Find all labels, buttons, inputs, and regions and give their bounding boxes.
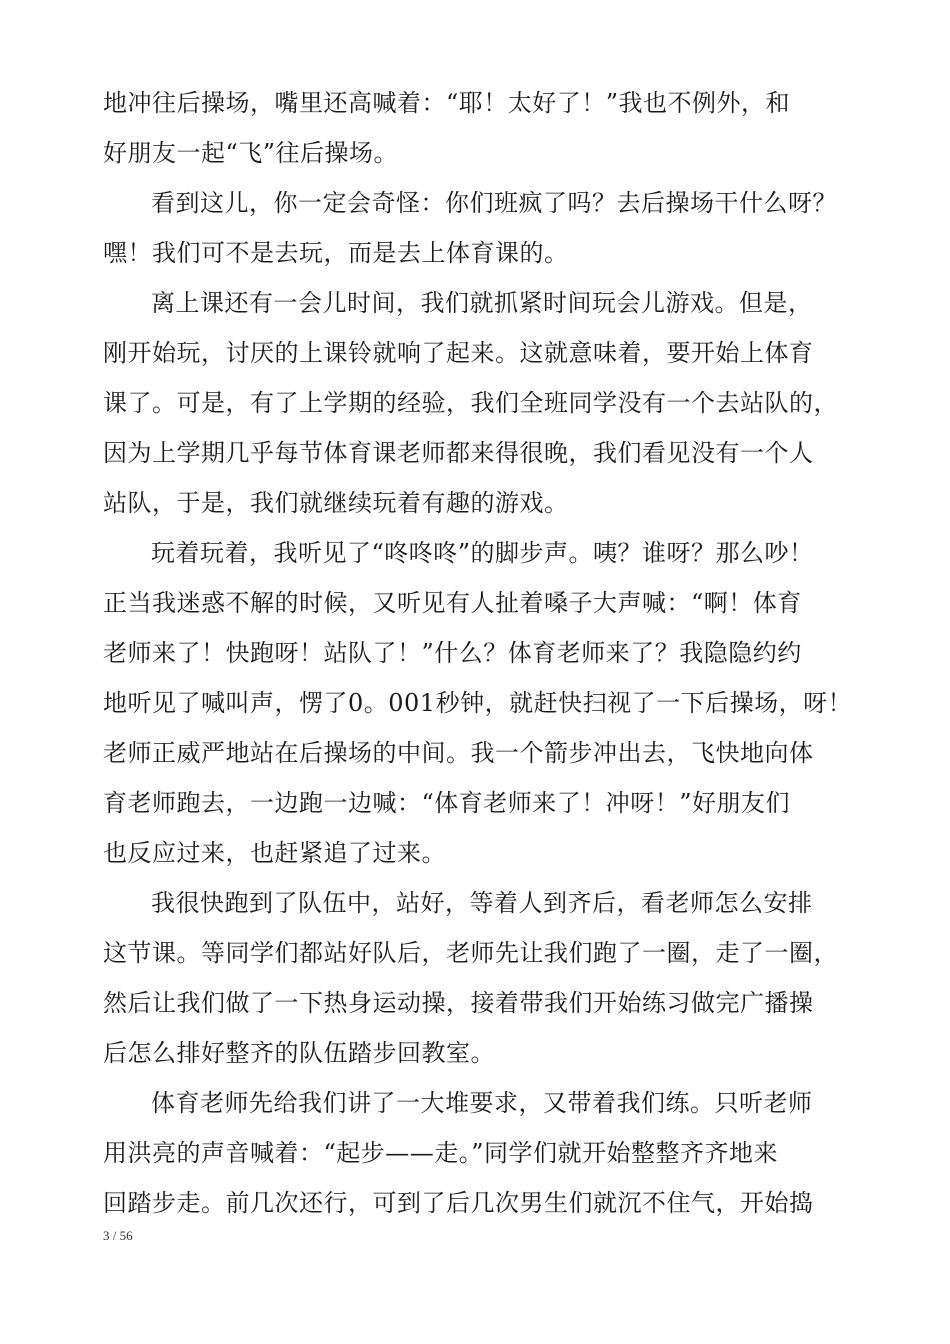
text-line: 因为上学期几乎每节体育课老师都来得很晚，我们看见没有一个人 xyxy=(103,439,814,467)
text-line: 也反应过来，也赶紧追了过来。 xyxy=(103,839,446,867)
page-number: 3 / 56 xyxy=(103,1228,133,1243)
text-line: 刚开始玩，讨厌的上课铃就响了起来。这就意味着，要开始上体育 xyxy=(103,339,814,367)
text-line: 老师正威严地站在后操场的中间。我一个箭步冲出去，飞快地向体 xyxy=(103,739,814,767)
text-line: 育老师跑去，一边跑一边喊：“体育老师来了！冲呀！”好朋友们 xyxy=(103,789,791,817)
text-line: 站队，于是，我们就继续玩着有趣的游戏。 xyxy=(103,489,569,517)
text-line: 嘿！我们可不是去玩，而是去上体育课的。 xyxy=(103,239,569,267)
text-line: 正当我迷惑不解的时候，又听见有人扯着嗓子大声喊：“啊！体育 xyxy=(103,589,802,617)
text-line: 老师来了！快跑呀！站队了！”什么？体育老师来了？我隐隐约约 xyxy=(103,639,802,667)
text-line: 地听见了喊叫声，愣了0。001秒钟，就赶快扫视了一下后操场，呀！ xyxy=(103,689,853,717)
text-line: 离上课还有一会儿时间，我们就抓紧时间玩会儿游戏。但是， xyxy=(151,289,813,317)
text-line: 后怎么排好整齐的队伍踏步回教室。 xyxy=(103,1039,495,1067)
text-line: 玩着玩着，我听见了“咚咚咚”的脚步声。咦？谁呀？那么吵！ xyxy=(151,539,814,567)
text-line: 课了。可是，有了上学期的经验，我们全班同学没有一个去站队的， xyxy=(103,389,838,417)
text-line: 回踏步走。前几次还行，可到了后几次男生们就沉不住气，开始捣 xyxy=(103,1189,814,1217)
text-line: 看到这儿，你一定会奇怪：你们班疯了吗？去后操场干什么呀？ xyxy=(151,189,837,217)
text-line: 用洪亮的声音喊着：“起步——走。”同学们就开始整整齐齐地来 xyxy=(103,1139,779,1167)
text-line: 好朋友一起“飞”往后操场。 xyxy=(103,139,399,167)
text-line: 体育老师先给我们讲了一大堆要求，又带着我们练。只听老师 xyxy=(151,1089,813,1117)
text-line: 这节课。等同学们都站好队后，老师先让我们跑了一圈，走了一圈， xyxy=(103,939,838,967)
text-line: 我很快跑到了队伍中，站好，等着人到齐后，看老师怎么安排 xyxy=(151,889,813,917)
text-line: 地冲往后操场，嘴里还高喊着：“耶！太好了！”我也不例外，和 xyxy=(103,89,791,117)
body-text xyxy=(103,78,873,1228)
text-line: 然后让我们做了一下热身运动操，接着带我们开始练习做完广播操 xyxy=(103,989,814,1017)
